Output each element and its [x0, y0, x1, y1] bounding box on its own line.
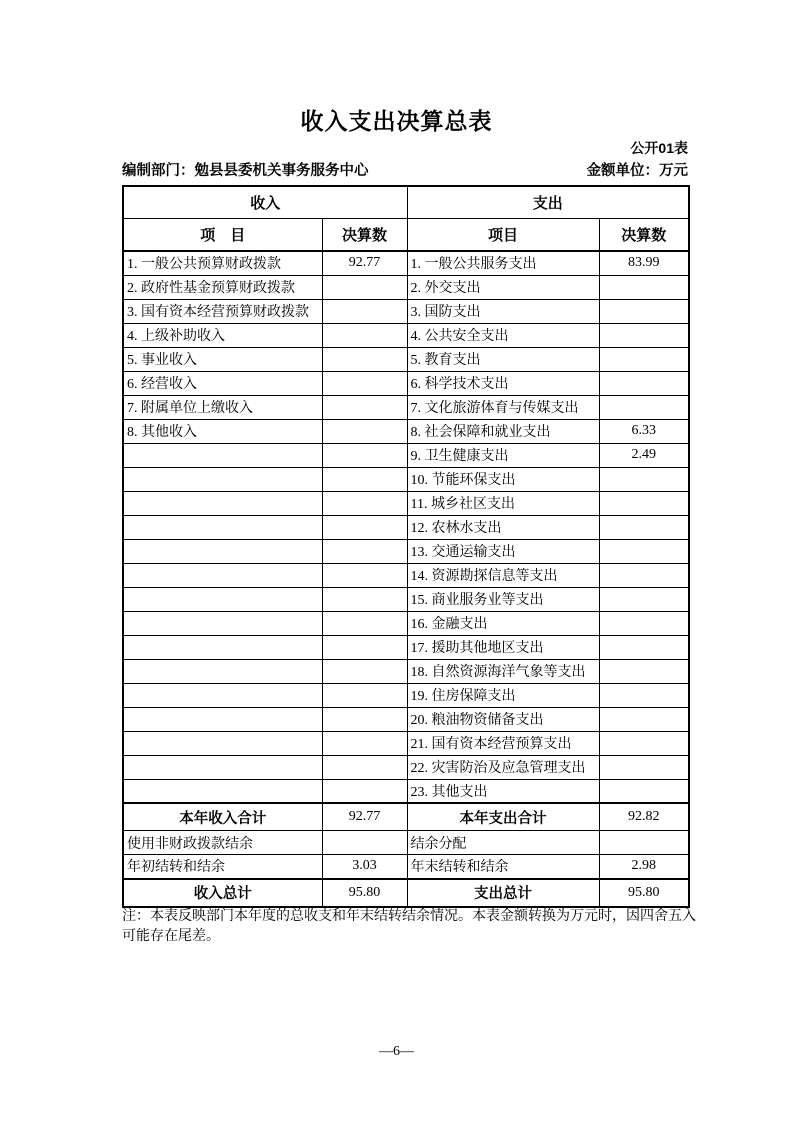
income-total-value: 92.77 — [322, 803, 407, 831]
table-row — [123, 659, 689, 683]
expense-value-cell — [599, 779, 689, 803]
income-item-cell: 7. 附属单位上缴收入 — [123, 395, 322, 419]
table-row — [123, 587, 689, 611]
income-value-cell — [322, 491, 407, 515]
table-row — [123, 707, 689, 731]
expense-item-cell: 13. 交通运输支出 — [407, 539, 599, 563]
carryover-row — [123, 831, 689, 855]
income-item-cell: 6. 经营收入 — [123, 371, 322, 395]
income-item-cell — [123, 635, 322, 659]
income-item-cell — [123, 755, 322, 779]
expense-value-cell — [599, 563, 689, 587]
income-value-cell — [322, 563, 407, 587]
income-value-cell — [322, 779, 407, 803]
page-title: 收入支出决算总表 — [300, 108, 493, 134]
column-header-row — [123, 219, 689, 252]
income-value-cell — [322, 539, 407, 563]
expense-value-cell — [599, 467, 689, 491]
table-row — [123, 395, 689, 419]
expense-total-value: 92.82 — [599, 803, 689, 831]
income-value-cell — [322, 323, 407, 347]
income-item-cell — [123, 491, 322, 515]
expense-value-cell: 83.99 — [599, 251, 689, 275]
expense-value-cell — [599, 347, 689, 371]
expense-item-cell: 12. 农林水支出 — [407, 515, 599, 539]
table-row — [123, 443, 689, 467]
income-item-cell: 1. 一般公共预算财政拨款 — [123, 251, 322, 275]
table-row — [123, 299, 689, 323]
income-item-cell: 4. 上级补助收入 — [123, 323, 322, 347]
income-value-cell — [322, 587, 407, 611]
income-item-cell — [123, 587, 322, 611]
income-item-cell: 2. 政府性基金预算财政拨款 — [123, 275, 322, 299]
expense-value-cell — [599, 395, 689, 419]
table-row — [123, 251, 689, 275]
expense-item-cell: 19. 住房保障支出 — [407, 683, 599, 707]
expense-item-cell: 9. 卫生健康支出 — [407, 443, 599, 467]
unit-label: 金额单位：万元 — [586, 163, 688, 179]
income-item-cell — [123, 731, 322, 755]
expense-item-cell: 14. 资源勘探信息等支出 — [407, 563, 599, 587]
income-value-cell — [322, 611, 407, 635]
income-item-cell: 8. 其他收入 — [123, 419, 322, 443]
income-item-cell — [123, 707, 322, 731]
expense-item-cell: 5. 教育支出 — [407, 347, 599, 371]
table-row — [123, 563, 689, 587]
expense-item-cell: 21. 国有资本经营预算支出 — [407, 731, 599, 755]
income-value-cell — [322, 755, 407, 779]
table-row — [123, 467, 689, 491]
income-value-cell: 92.77 — [322, 251, 407, 275]
summary-rows — [123, 803, 689, 907]
income-item-cell — [123, 659, 322, 683]
expense-value-cell: 6.33 — [599, 419, 689, 443]
income-total-label: 本年收入合计 — [123, 803, 322, 831]
income-value-cell — [322, 299, 407, 323]
income-value-cell — [322, 347, 407, 371]
table-row — [123, 779, 689, 803]
annual-total-row — [123, 803, 689, 831]
table-row — [123, 419, 689, 443]
expense-item-cell: 17. 援助其他地区支出 — [407, 635, 599, 659]
income-item-cell — [123, 515, 322, 539]
income-value-cell — [322, 707, 407, 731]
income-value-cell — [322, 831, 407, 855]
page-number: —6— — [379, 1044, 414, 1059]
expense-value-cell: 2.49 — [599, 443, 689, 467]
expense-value-cell — [599, 515, 689, 539]
table-row — [123, 515, 689, 539]
income-value-cell — [322, 371, 407, 395]
expense-item-cell: 3. 国防支出 — [407, 299, 599, 323]
meta-row — [122, 159, 688, 180]
income-item-column-header: 项 目 — [123, 219, 322, 252]
income-item-cell — [123, 779, 322, 803]
carryover-row — [123, 855, 689, 879]
income-value-cell: 3.03 — [322, 855, 407, 879]
expense-value-cell — [599, 611, 689, 635]
expense-item-cell: 8. 社会保障和就业支出 — [407, 419, 599, 443]
expense-grand-total-value: 95.80 — [599, 879, 689, 907]
income-value-cell — [322, 443, 407, 467]
expense-item-cell: 4. 公共安全支出 — [407, 323, 599, 347]
table-row — [123, 683, 689, 707]
expense-value-cell — [599, 323, 689, 347]
expense-item-cell: 16. 金融支出 — [407, 611, 599, 635]
income-value-cell — [322, 395, 407, 419]
income-item-cell: 3. 国有资本经营预算财政拨款 — [123, 299, 322, 323]
income-grand-total-label: 收入总计 — [123, 879, 322, 907]
income-value-cell — [322, 515, 407, 539]
expense-item-cell: 年末结转和结余 — [407, 855, 599, 879]
department-label: 编制部门：勉县县委机关事务服务中心 — [122, 163, 369, 179]
expense-item-cell: 15. 商业服务业等支出 — [407, 587, 599, 611]
expense-item-cell: 6. 科学技术支出 — [407, 371, 599, 395]
expense-item-column-header: 项目 — [407, 219, 599, 252]
expense-value-cell — [599, 539, 689, 563]
income-value-cell — [322, 419, 407, 443]
table-row — [123, 755, 689, 779]
income-value-cell — [322, 635, 407, 659]
detail-rows — [123, 251, 689, 803]
expense-value-cell — [599, 371, 689, 395]
table-row — [123, 371, 689, 395]
income-item-cell: 年初结转和结余 — [123, 855, 322, 879]
expense-value-cell — [599, 275, 689, 299]
expense-item-cell: 23. 其他支出 — [407, 779, 599, 803]
footnote: 注：本表反映部门本年度的总收支和年末结转结余情况。本表金额转换为万元时，因四舍五入可能存在尾差。 — [122, 909, 696, 944]
income-item-cell — [123, 443, 322, 467]
expense-item-cell: 结余分配 — [407, 831, 599, 855]
income-item-cell: 使用非财政拨款结余 — [123, 831, 322, 855]
expense-value-cell — [599, 587, 689, 611]
table-row — [123, 275, 689, 299]
income-item-cell — [123, 467, 322, 491]
table-row — [123, 611, 689, 635]
expense-item-cell: 18. 自然资源海洋气象等支出 — [407, 659, 599, 683]
expense-value-column-header: 决算数 — [599, 219, 689, 252]
grand-total-row — [123, 879, 689, 907]
table-row — [123, 731, 689, 755]
income-value-cell — [322, 467, 407, 491]
expense-total-label: 本年支出合计 — [407, 803, 599, 831]
expense-item-cell: 11. 城乡社区支出 — [407, 491, 599, 515]
expense-item-cell: 20. 粮油物资储备支出 — [407, 707, 599, 731]
income-value-cell — [322, 683, 407, 707]
income-value-cell — [322, 659, 407, 683]
expense-value-cell — [599, 731, 689, 755]
expense-item-cell: 2. 外交支出 — [407, 275, 599, 299]
income-value-cell — [322, 731, 407, 755]
table-row — [123, 347, 689, 371]
expense-value-cell — [599, 707, 689, 731]
table-row — [123, 491, 689, 515]
income-value-cell — [322, 275, 407, 299]
table-row — [123, 323, 689, 347]
income-grand-total-value: 95.80 — [322, 879, 407, 907]
expense-value-cell — [599, 683, 689, 707]
expense-value-cell — [599, 491, 689, 515]
table-row — [123, 635, 689, 659]
summary-table — [122, 185, 690, 908]
expense-section-header: 支出 — [407, 186, 689, 219]
expense-value-cell — [599, 635, 689, 659]
table-code-label: 公开01表 — [630, 140, 688, 156]
table-row — [123, 539, 689, 563]
income-item-cell: 5. 事业收入 — [123, 347, 322, 371]
expense-value-cell — [599, 299, 689, 323]
expense-item-cell: 7. 文化旅游体育与传媒支出 — [407, 395, 599, 419]
expense-grand-total-label: 支出总计 — [407, 879, 599, 907]
expense-item-cell: 22. 灾害防治及应急管理支出 — [407, 755, 599, 779]
income-item-cell — [123, 683, 322, 707]
expense-value-cell — [599, 755, 689, 779]
section-header-row — [123, 186, 689, 219]
expense-value-cell: 2.98 — [599, 855, 689, 879]
expense-item-cell: 1. 一般公共服务支出 — [407, 251, 599, 275]
expense-value-cell — [599, 831, 689, 855]
income-item-cell — [123, 611, 322, 635]
income-item-cell — [123, 539, 322, 563]
income-value-column-header: 决算数 — [322, 219, 407, 252]
expense-value-cell — [599, 659, 689, 683]
income-section-header: 收入 — [123, 186, 407, 219]
expense-item-cell: 10. 节能环保支出 — [407, 467, 599, 491]
income-item-cell — [123, 563, 322, 587]
